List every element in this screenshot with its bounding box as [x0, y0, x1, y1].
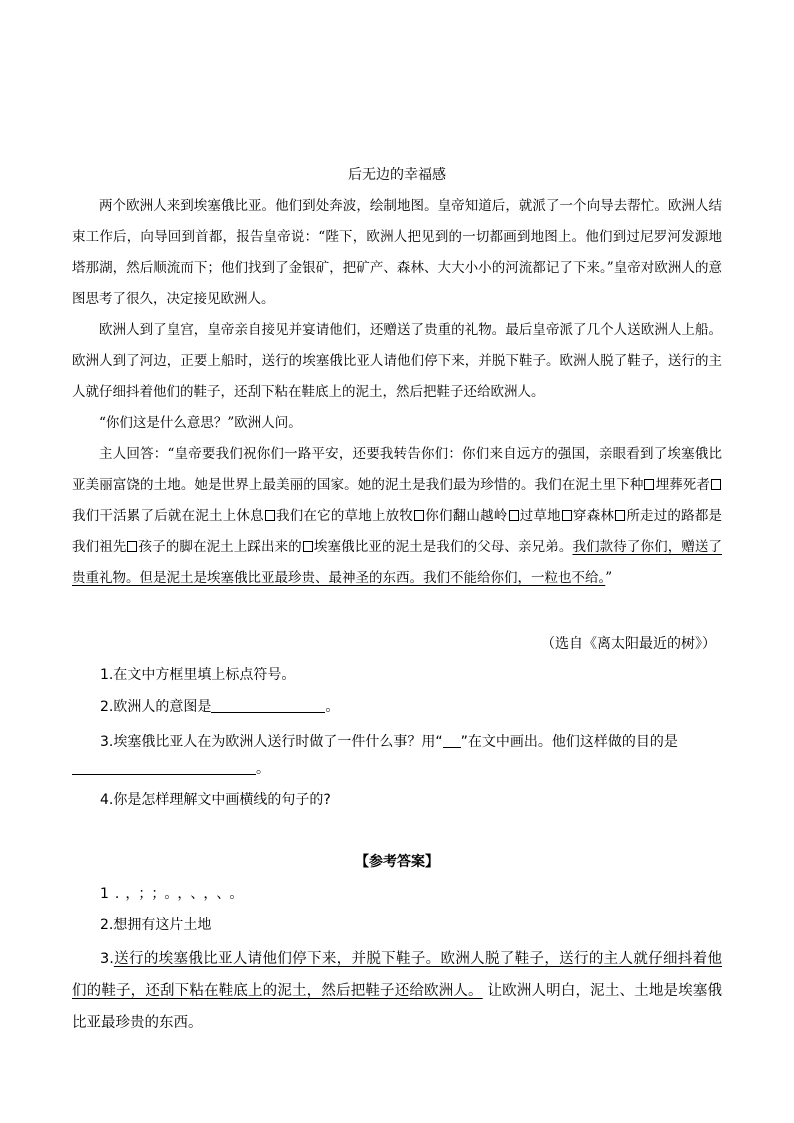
p4-closing-quote: ”	[605, 570, 613, 586]
source-citation: （选自《离太阳最近的树》）	[541, 636, 716, 652]
p4-text-a: 主人回答：“皇帝要我们祝你们一路平安，还要我转告你们：你们来自远方的强国，亲眼看到了埃塞俄比亚美丽富饶的土地。她是世界上最美丽的国家。她的泥土是我们最为珍惜的。我们在泥土里下种	[72, 446, 722, 493]
question-2	[100, 696, 339, 716]
punctuation-box[interactable]	[711, 479, 721, 490]
answer-3	[72, 943, 722, 1039]
p4-text-d: 我们在它的草地上放牧	[275, 508, 414, 524]
p4-text-j: 埃塞俄比亚的泥土是我们的父母、亲兄弟。	[313, 539, 573, 555]
punctuation-box[interactable]	[303, 541, 313, 552]
question-3	[100, 727, 725, 758]
punctuation-box[interactable]	[562, 510, 572, 521]
punctuation-box[interactable]	[509, 510, 519, 521]
p4-text-i: 孩子的脚在泥土上踩出来的	[138, 539, 302, 555]
passage-title: 后无边的幸福感	[348, 167, 446, 183]
underline-sample	[443, 733, 461, 748]
question-4: 4.你是怎样理解文中画横线的句子的?	[100, 792, 331, 808]
answer-1: 1.，；；。，、，、。	[100, 886, 250, 902]
paragraph-3: “你们这是什么意思？”欧洲人问。	[99, 415, 302, 431]
underlined-sentence: 我们款待了你们，赠送了贵重礼物。但是泥土是埃塞俄比亚最珍贵、最神圣的东西。我们不能给你们，一粒也不给。	[72, 539, 723, 586]
answer-3-number: 3.	[100, 951, 114, 967]
question-3-text-b: ”在文中画出。他们这样做的目的是	[460, 734, 678, 750]
answer-blank-3[interactable]	[72, 760, 256, 775]
question-3-answer-line	[72, 758, 270, 778]
paragraph-4	[72, 439, 722, 594]
punctuation-box[interactable]	[127, 541, 137, 552]
p4-text-c: 我们干活累了后就在泥土上休息	[72, 508, 264, 524]
punctuation-box[interactable]	[265, 510, 275, 521]
p4-text-f: 过草地	[519, 508, 561, 524]
p4-text-g: 穿森林	[572, 508, 615, 524]
punctuation-box[interactable]	[615, 510, 625, 521]
p4-text-b: 埋葬死者	[655, 477, 711, 493]
question-3-end: 。	[256, 761, 270, 777]
question-1: 1.在文中方框里填上标点符号。	[100, 667, 296, 683]
punctuation-box[interactable]	[644, 479, 654, 490]
answer-heading: 【参考答案】	[355, 854, 439, 870]
answer-blank-2[interactable]	[211, 698, 325, 713]
paragraph-2: 欧洲人到了皇宫，皇帝亲自接见并宴请他们，还赠送了贵重的礼物。最后皇帝派了几个人送欧洲人上船。欧洲人到了河边，正要上船时，送行的埃塞俄比亚人请他们停下来，并脱下鞋子。欧洲人脱了鞋子，送行的主人就仔细抖着他们的鞋子，还刮下粘在鞋底上的泥土，然后把鞋子还给欧洲人。	[72, 322, 722, 400]
paragraph-1: 两个欧洲人来到埃塞俄比亚。他们到处奔波，绘制地图。皇帝知道后，就派了一个向导去帮忙。欧洲人结束工作后，向导回到首都，报告皇帝说：“陛下，欧洲人把见到的一切都画到地图上。他们到过尼罗河发源地塔那湖，然后顺流而下；他们找到了金银矿，把矿产、森林、大大小小的河流都记了下来。”皇帝对欧洲人的意图思考了很久，决定接见欧洲人。	[72, 198, 722, 307]
answer-3-underlined: 送行的埃塞俄比亚人请他们停下来，并脱下鞋子。欧洲人脱了鞋子，送行的主人就仔细抖着他们的鞋子，还刮下粘在鞋底上的泥土，然后把鞋子还给欧洲人。	[72, 951, 722, 999]
question-3-text-a: 3.埃塞俄比亚人在为欧洲人送行时做了一件什么事？用“	[100, 734, 443, 750]
question-2-text: 2.欧洲人的意图是	[100, 699, 212, 715]
answer-2: 2.想拥有这片土地	[100, 917, 212, 933]
answer-3-explanation: 让欧洲人明白，泥土、土地是埃塞俄比亚最珍贵的东西。	[72, 983, 722, 1031]
punctuation-box[interactable]	[414, 510, 424, 521]
p4-text-h: 所走过的路都是我们祖先	[72, 508, 723, 555]
p4-text-e: 你们翻山越岭	[425, 508, 508, 524]
question-2-end: 。	[325, 699, 340, 715]
